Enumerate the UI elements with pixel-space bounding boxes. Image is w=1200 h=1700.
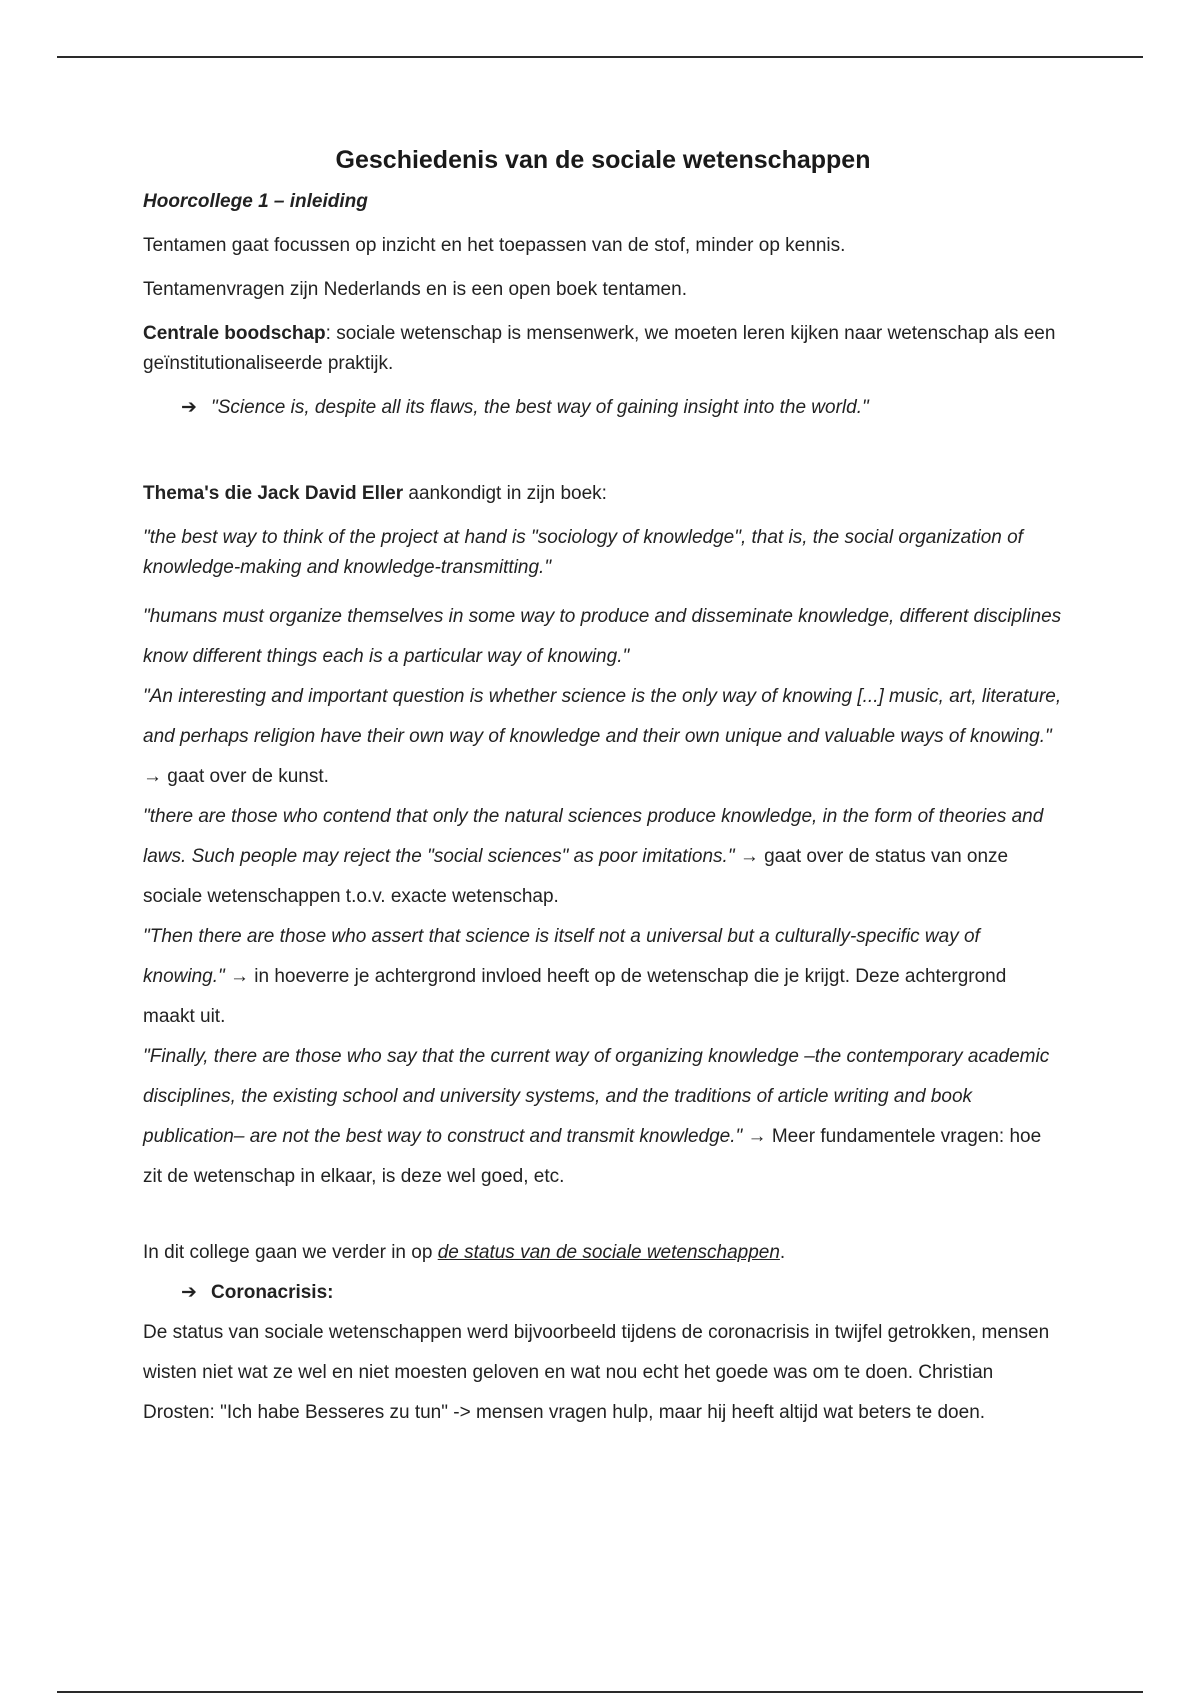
- document-body: [143, 143, 1063, 1433]
- paragraph-exam-questions: Tentamenvragen zijn Nederlands en is een open boek tentamen.: [143, 279, 687, 300]
- document-title: Geschiedenis van de sociale wetenschappen: [335, 146, 871, 174]
- paragraph-corona: De status van sociale wetenschappen werd bijvoorbeeld tijdens de coronacrisis in twijfel getrokken, mensen wisten niet wat ze wel en niet moesten geloven en wat nou echt het goede was om te doen. Christian Drosten: "Ich habe Besseres zu tun" -> mensen vragen hulp, maar hij heeft altijd wat beters te doen.: [143, 1322, 1050, 1423]
- paragraph-central-message: [143, 319, 1063, 379]
- themes-label: Thema's die Jack David Eller: [143, 483, 404, 504]
- paragraph-themes-intro: [143, 479, 1063, 509]
- quote-sociology-of-knowledge: "the best way to think of the project at hand is "sociology of knowledge", that is, the social organization of knowledge-making and knowledge-transmitting.": [143, 527, 1023, 578]
- quote-organizing-knowledge-text: "Finally, there are those who say that the current way of organizing knowledge –the contemporary academic disciplines, the existing school and university systems, and the traditions of article writing and book publication– are not the best way to construct and transmit knowledge.": [143, 1046, 1050, 1147]
- quote-culturally-specific-comment: → in hoeverre je achtergrond invloed heeft op de wetenschap die je krijgt. Deze achtergrond maakt uit.: [143, 966, 1007, 1027]
- quote-natural-sciences-text: "there are those who contend that only the natural sciences produce knowledge, in the form of theories and laws. Such people may reject the "social sciences" as poor imitations.": [143, 806, 1044, 867]
- quote-natural-sciences-comment: → gaat over de status van onze sociale wetenschappen t.o.v. exacte wetenschap.: [143, 846, 1009, 907]
- header-rule: [57, 56, 1143, 58]
- bullet-science-quote: [143, 393, 1063, 423]
- bullet-coronacrisis: [143, 1273, 1063, 1313]
- quote-culturally-specific-text: "Then there are those who assert that science is itself not a universal but a culturally-specific way of knowing.": [143, 926, 980, 987]
- college-topic-underlined: de status van de sociale wetenschappen: [437, 1242, 780, 1263]
- central-message-label: Centrale boodschap: [143, 323, 326, 344]
- arrow-right-icon: ➔: [181, 397, 197, 418]
- quote-ways-of-knowing-text: "An interesting and important question is whether science is the only way of knowing [...] music, art, literature, and perhaps religion have their own way of knowledge and their own unique and valuable ways of knowing.": [143, 686, 1062, 747]
- quote-humans-organize: "humans must organize themselves in some way to produce and disseminate knowledge, different disciplines know different things each is a particular way of knowing.": [143, 606, 1062, 667]
- central-message-text: : sociale wetenschap is mensenwerk, we moeten leren kijken naar wetenschap als een geïnstitutionaliseerde praktijk.: [143, 323, 1056, 374]
- quote-culturally-specific: [143, 917, 1063, 1037]
- bullet-science-quote-text: "Science is, despite all its flaws, the best way of gaining insight into the world.": [211, 397, 869, 418]
- quote-natural-sciences: [143, 797, 1063, 917]
- quote-organizing-knowledge: [143, 1037, 1063, 1197]
- bullet-coronacrisis-label: Coronacrisis:: [211, 1282, 334, 1303]
- quote-ways-of-knowing-comment: → gaat over de kunst.: [143, 766, 329, 787]
- college-topic-before: In dit college gaan we verder in op: [143, 1242, 438, 1263]
- quote-organizing-knowledge-comment: → Meer fundamentele vragen: hoe zit de wetenschap in elkaar, is deze wel goed, etc.: [143, 1126, 1042, 1187]
- college-topic-after: .: [779, 1242, 786, 1263]
- themes-text: aankondigt in zijn boek:: [403, 483, 607, 504]
- quote-ways-of-knowing: [143, 677, 1063, 797]
- arrow-right-icon: ➔: [181, 1282, 197, 1303]
- footer-rule: [57, 1691, 1143, 1693]
- paragraph-college-topic: [143, 1233, 1063, 1273]
- paragraph-exam-focus: Tentamen gaat focussen op inzicht en het toepassen van de stof, minder op kennis.: [143, 235, 846, 256]
- lecture-subheading: Hoorcollege 1 – inleiding: [143, 191, 368, 212]
